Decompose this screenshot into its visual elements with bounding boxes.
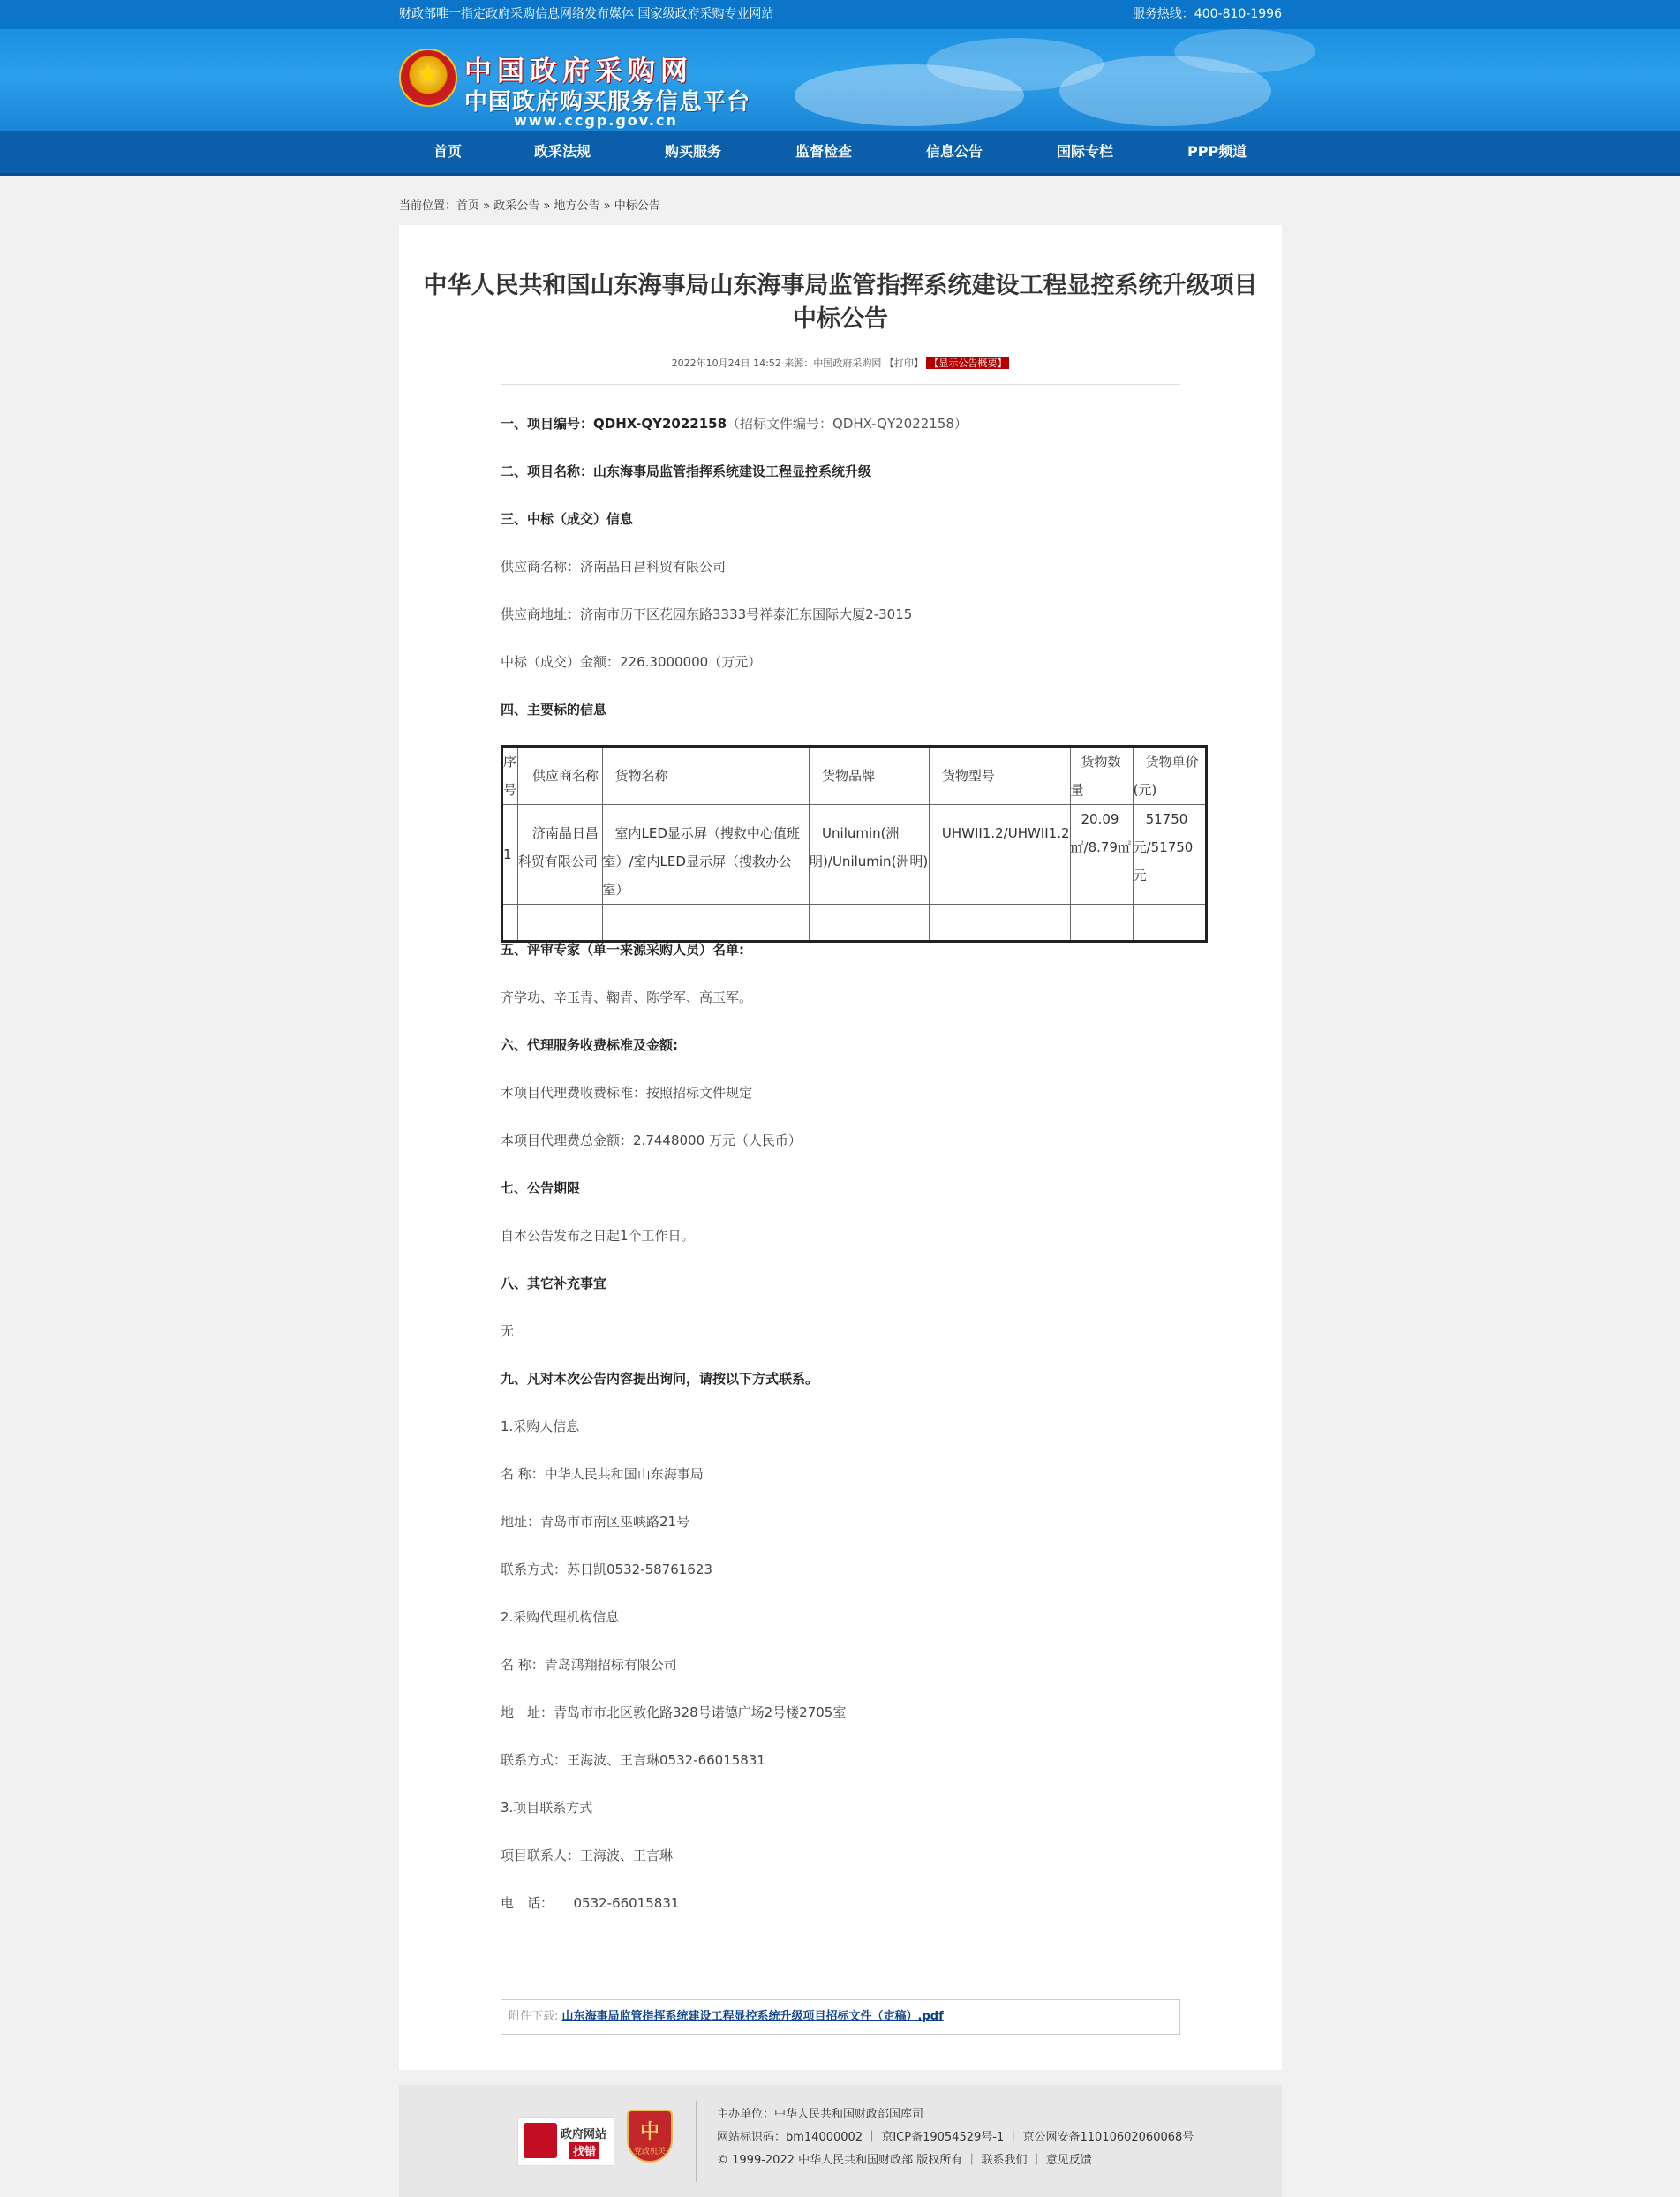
main-nav	[0, 131, 1680, 176]
header-banner	[0, 29, 1680, 131]
page-title: 中华人民共和国山东海事局山东海事局监管指挥系统建设工程显控系统升级项目中标公告	[423, 272, 1258, 333]
nav-international[interactable]: 国际专栏	[1057, 143, 1114, 160]
header-model: 货物型号	[929, 747, 1070, 805]
badge-glyph: 中	[639, 2121, 659, 2143]
agency-fee-heading: 六、代理服务收费标准及金额:	[501, 1037, 678, 1053]
breadcrumb-home[interactable]: 首页	[456, 199, 480, 213]
agency-fee-standard: 本项目代理费收费标准：按照招标文件规定	[501, 1085, 753, 1101]
attachment-label: 附件下载:	[509, 2010, 559, 2023]
breadcrumb-sep: »	[479, 199, 494, 213]
project-contact-heading: 3.项目联系方式	[501, 1800, 593, 1816]
buyer-name: 名 称：中华人民共和国山东海事局	[501, 1466, 704, 1482]
footer-site-ids: 网站标识码：bm14000002 ｜ 京ICP备19054529号-1 ｜ 京公网安备11010602060068号	[717, 2131, 1194, 2144]
breadcrumb	[399, 196, 660, 213]
footer	[399, 2085, 1282, 2197]
cell-unit-price: 51750元/51750元	[1133, 805, 1206, 905]
nav-home[interactable]: 首页	[433, 143, 463, 160]
notice-period-heading: 七、公告期限	[501, 1180, 581, 1196]
other-matters-heading: 八、其它补充事宜	[501, 1275, 607, 1291]
agent-info-heading: 2.采购代理机构信息	[501, 1609, 620, 1625]
article-meta	[399, 356, 1282, 370]
footer-copyright: © 1999-2022 中华人民共和国财政部 版权所有 ｜ 联系我们 ｜ 意见反馈	[717, 2154, 1092, 2167]
badge-caption: 党政机关	[633, 2148, 666, 2156]
supplier-name: 供应商名称：济南晶日昌科贸有限公司	[501, 559, 727, 575]
article-card	[399, 225, 1282, 2070]
project-code-row	[501, 414, 968, 433]
agent-name: 名 称：青岛鸿翔招标有限公司	[501, 1657, 677, 1673]
header-seq: 序号	[502, 747, 518, 805]
other-matters: 无	[501, 1323, 515, 1339]
table-empty-row	[502, 905, 1207, 942]
cell-goods-name: 室内LED显示屏（搜救中心值班室）/室内LED显示屏（搜救办公室）	[602, 805, 810, 905]
supplier-address: 供应商地址：济南市历下区花园东路3333号祥泰汇东国际大厦2-3015	[501, 606, 913, 622]
breadcrumb-sep: »	[599, 199, 614, 213]
header-quantity: 货物数量	[1070, 747, 1133, 805]
magnifier-icon	[524, 2123, 557, 2158]
table-row	[502, 805, 1207, 905]
agency-fee-total: 本项目代理费总金额：2.7448000 万元（人民币）	[501, 1132, 802, 1148]
logo-title: 中国政府采购网	[464, 56, 693, 87]
experts-heading: 五、评审专家（单一来源采购人员）名单:	[501, 942, 745, 958]
tender-doc-code: （招标文件编号：QDHX-QY2022158）	[727, 416, 968, 432]
agent-address: 地 址：青岛市市北区敦化路328号诺德广场2号楼2705室	[501, 1704, 847, 1720]
buyer-contact: 联系方式：苏日凯0532-58761623	[501, 1561, 712, 1577]
award-amount: 中标（成交）金额：226.3000000（万元）	[501, 654, 762, 670]
publish-info: 2022年10月24日 14:52 来源：中国政府采购网 【打印】	[671, 357, 923, 369]
service-hotline: 服务热线：400-810-1996	[1132, 7, 1282, 21]
nav-announcements[interactable]: 信息公告	[926, 143, 983, 160]
national-emblem-icon: ★	[399, 49, 457, 107]
logo-url: www.ccgp.gov.cn	[514, 112, 678, 129]
header-unit-price: 货物单价(元)	[1133, 747, 1206, 805]
breadcrumb-sep: »	[539, 199, 554, 213]
buyer-address: 地址：青岛市市南区巫峡路21号	[501, 1514, 690, 1530]
header-supplier: 供应商名称	[517, 747, 602, 805]
project-name-heading: 二、项目名称：山东海事局监管指挥系统建设工程显控系统升级	[501, 463, 872, 479]
agent-contact: 联系方式：王海波、王言琳0532-66015831	[501, 1752, 765, 1768]
footer-sponsor: 主办单位：中华人民共和国财政部国库司	[717, 2108, 924, 2121]
goods-info-heading: 四、主要标的信息	[501, 702, 607, 718]
attachment-box	[501, 1999, 1180, 2035]
site-logo[interactable]	[399, 47, 770, 129]
nav-purchase-services[interactable]: 购买服务	[665, 143, 722, 160]
badge-action: 找错	[569, 2142, 599, 2159]
project-contact-person: 项目联系人：王海波、王言琳	[501, 1847, 674, 1863]
buyer-info-heading: 1.采购人信息	[501, 1418, 580, 1434]
gov-site-error-report-badge[interactable]	[517, 2117, 614, 2166]
badge-label: 政府网站	[561, 2128, 607, 2141]
breadcrumb-gov-announcements[interactable]: 政采公告	[493, 199, 540, 213]
breadcrumb-local-announcements[interactable]: 地方公告	[554, 199, 600, 213]
project-code-label: 一、项目编号：	[501, 416, 594, 432]
header-brand: 货物品牌	[810, 747, 930, 805]
footer-divider	[696, 2101, 697, 2182]
notice-period: 自本公告发布之日起1个工作日。	[501, 1228, 695, 1244]
project-code: QDHX-QY2022158	[593, 416, 727, 432]
party-gov-organ-badge[interactable]	[627, 2110, 673, 2163]
nav-supervision[interactable]: 监督检查	[795, 143, 853, 160]
contact-heading: 九、凡对本次公告内容提出询问，请按以下方式联系。	[501, 1371, 819, 1387]
show-summary-button[interactable]: 【显示公告概要】	[926, 357, 1009, 369]
top-bar	[0, 0, 1680, 29]
attachment-link[interactable]: 山东海事局监管指挥系统建设工程显控系统升级项目招标文件（定稿）.pdf	[561, 2010, 944, 2023]
title-divider	[501, 384, 1180, 385]
nav-ppp[interactable]: PPP频道	[1187, 143, 1247, 160]
cell-seq: 1	[502, 805, 518, 905]
goods-table	[501, 745, 1208, 943]
cell-supplier: 济南晶日昌科贸有限公司	[517, 805, 602, 905]
table-header-row	[502, 747, 1207, 805]
cell-model: UHWII1.2/UHWII1.2	[929, 805, 1070, 905]
cell-quantity: 20.09㎡/8.79㎡	[1070, 805, 1133, 905]
project-contact-phone: 电 话： 0532-66015831	[501, 1895, 680, 1911]
site-slogan: 财政部唯一指定政府采购信息网络发布媒体 国家级政府采购专业网站	[399, 7, 774, 21]
award-info-heading: 三、中标（成交）信息	[501, 511, 634, 527]
experts-list: 齐学功、辛玉青、鞠青、陈学军、高玉军。	[501, 989, 753, 1005]
nav-regulations[interactable]: 政采法规	[534, 143, 591, 160]
cell-brand: Unilumin(洲明)/Unilumin(洲明)	[810, 805, 930, 905]
logo-subtitle: 中国政府购买服务信息平台	[464, 89, 751, 116]
breadcrumb-award-announcements[interactable]: 中标公告	[614, 199, 660, 213]
breadcrumb-prefix: 当前位置：	[399, 199, 457, 213]
header-goods-name: 货物名称	[602, 747, 810, 805]
